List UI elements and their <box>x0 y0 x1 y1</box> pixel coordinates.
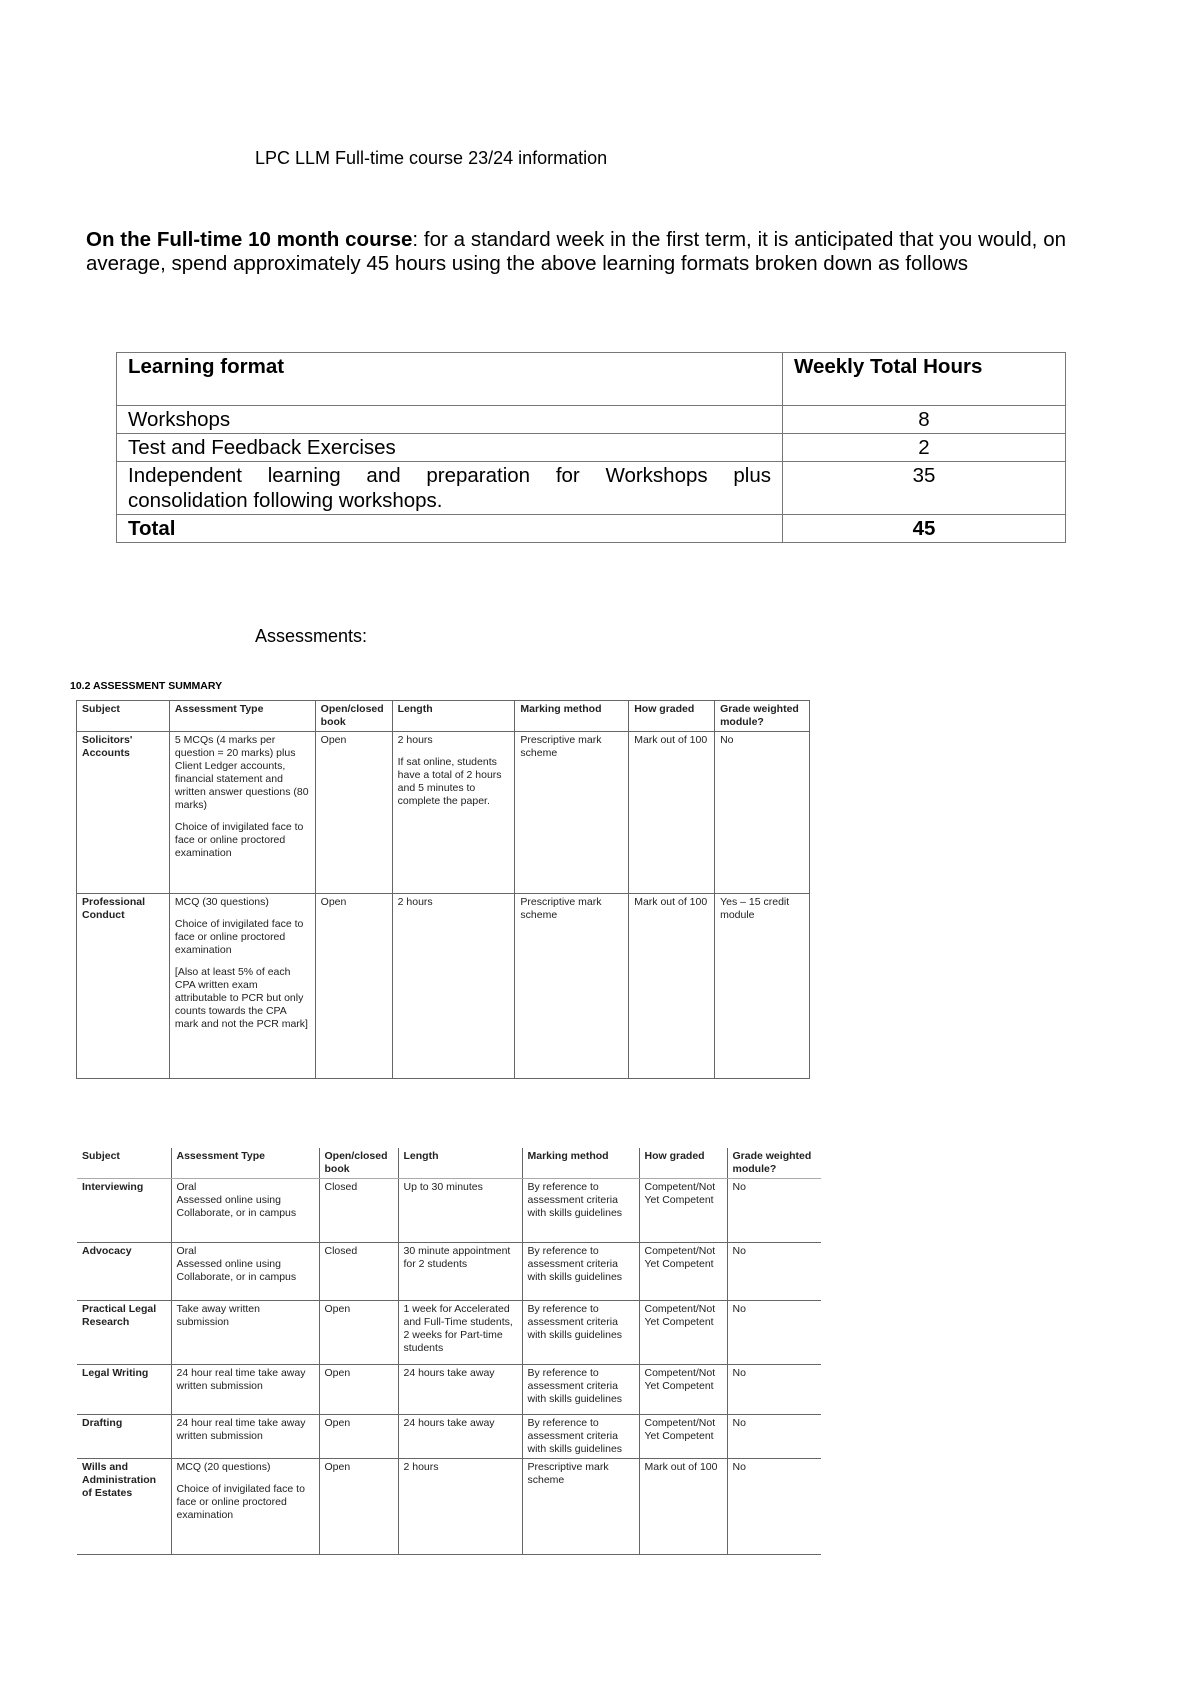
book-cell: Open <box>315 894 392 1079</box>
learning-hours-table <box>116 352 1066 543</box>
header-marking-method: Marking method <box>515 701 629 732</box>
book-cell: Open <box>315 732 392 894</box>
book-cell: Open <box>319 1459 398 1555</box>
assessment-type-line: Choice of invigilated face to face or online proctored examination <box>176 1483 305 1521</box>
graded-cell: Competent/Not Yet Competent <box>639 1301 727 1365</box>
header-open-closed-book: Open/closed book <box>315 701 392 732</box>
hours-header-row <box>117 353 1066 406</box>
book-cell: Open <box>319 1415 398 1459</box>
assessment-type-cell <box>169 894 315 1079</box>
assessment-type-line: Assessed online using Collaborate, or in campus <box>176 1258 297 1283</box>
marking-cell: Prescriptive mark scheme <box>522 1459 639 1555</box>
assessment-type-cell <box>169 732 315 894</box>
format-cell: Workshops <box>117 406 783 434</box>
weighted-cell: No <box>727 1179 821 1243</box>
graded-cell: Competent/Not Yet Competent <box>639 1243 727 1301</box>
assessment-type-cell <box>171 1365 319 1415</box>
table-row <box>77 894 810 1079</box>
format-cell: Test and Feedback Exercises <box>117 434 783 462</box>
assessment-type-line: 5 MCQs (4 marks per question = 20 marks) plus Client Ledger accounts, financial statement and written answer questions (80 marks) <box>174 734 309 811</box>
marking-cell: By reference to assessment criteria with skills guidelines <box>522 1179 639 1243</box>
total-value: 45 <box>783 515 1066 543</box>
subject-cell: Practical Legal Research <box>77 1301 171 1365</box>
table-row <box>77 1301 821 1365</box>
total-label: Total <box>117 515 783 543</box>
subject-cell: Interviewing <box>77 1179 171 1243</box>
assessment-type-cell <box>171 1415 319 1459</box>
length-cell <box>392 732 515 894</box>
weighted-cell: No <box>715 732 810 894</box>
header-how-graded: How graded <box>629 701 715 732</box>
subject-cell: Solicitors' Accounts <box>77 732 170 894</box>
marking-cell: Prescriptive mark scheme <box>515 894 629 1079</box>
header-learning-format: Learning format <box>117 353 783 406</box>
header-assessment-type: Assessment Type <box>171 1148 319 1179</box>
hours-total-row <box>117 515 1066 543</box>
length-line: If sat online, students have a total of 2 hours and 5 minutes to complete the paper. <box>397 756 502 807</box>
document-title: LPC LLM Full-time course 23/24 information <box>255 148 608 168</box>
graded-cell: Competent/Not Yet Competent <box>639 1179 727 1243</box>
assessment-type-line: Assessed online using Collaborate, or in campus <box>176 1194 297 1219</box>
marking-cell: Prescriptive mark scheme <box>515 732 629 894</box>
length-cell <box>392 894 515 1079</box>
subject-cell: Advocacy <box>77 1243 171 1301</box>
assessment-type-cell <box>171 1243 319 1301</box>
assessment-type-line: [Also at least 5% of each CPA written exam attributable to PCR but only counts towards the CPA mark and not the PCR mark] <box>174 966 308 1030</box>
assessment-type-line: 24 hour real time take away written submission <box>176 1417 306 1442</box>
book-cell: Closed <box>319 1179 398 1243</box>
subject-cell: Drafting <box>77 1415 171 1459</box>
hours-row <box>117 406 1066 434</box>
header-length: Length <box>398 1148 522 1179</box>
length-cell: 24 hours take away <box>398 1415 522 1459</box>
hours-row <box>117 462 1066 515</box>
graded-cell: Mark out of 100 <box>629 732 715 894</box>
assessment-header-row <box>77 1148 821 1179</box>
hours-row <box>117 434 1066 462</box>
graded-cell: Competent/Not Yet Competent <box>639 1365 727 1415</box>
header-how-graded: How graded <box>639 1148 727 1179</box>
length-cell: 30 minute appointment for 2 students <box>398 1243 522 1301</box>
length-cell: 24 hours take away <box>398 1365 522 1415</box>
assessment-summary-title: 10.2 ASSESSMENT SUMMARY <box>70 680 223 692</box>
assessment-summary-table <box>76 700 810 1079</box>
intro-bold-lead: On the Full-time 10 month course <box>86 228 413 251</box>
assessment-type-line: Oral <box>176 1245 197 1257</box>
table-row <box>77 1365 821 1415</box>
header-grade-weighted: Grade weighted module? <box>727 1148 821 1179</box>
intro-text: : for a standard week in the first term, it is anticipated that you would, on average, spend approximately 45 hours using the above learning formats broken down as follows <box>86 228 1066 275</box>
assessment-type-line: Choice of invigilated face to face or online proctored examination <box>174 821 304 859</box>
weighted-cell: No <box>727 1415 821 1459</box>
skills-assessment-table <box>77 1148 821 1555</box>
assessment-type-line: MCQ (20 questions) <box>176 1461 271 1473</box>
intro-paragraph <box>86 228 1066 276</box>
marking-cell: By reference to assessment criteria with skills guidelines <box>522 1301 639 1365</box>
table-row <box>77 1179 821 1243</box>
hours-cell: 2 <box>783 434 1066 462</box>
table-row <box>77 1459 821 1555</box>
length-cell: 1 week for Accelerated and Full-Time students, 2 weeks for Part-time students <box>398 1301 522 1365</box>
length-cell: 2 hours <box>398 1459 522 1555</box>
assessment-type-cell <box>171 1301 319 1365</box>
header-weekly-total-hours: Weekly Total Hours <box>783 353 1066 406</box>
assessments-heading: Assessments: <box>255 626 368 646</box>
subject-cell: Wills and Administration of Estates <box>77 1459 171 1555</box>
graded-cell: Competent/Not Yet Competent <box>639 1415 727 1459</box>
assessment-header-row <box>77 701 810 732</box>
weighted-cell: No <box>727 1459 821 1555</box>
book-cell: Open <box>319 1301 398 1365</box>
header-marking-method: Marking method <box>522 1148 639 1179</box>
header-grade-weighted: Grade weighted module? <box>715 701 810 732</box>
header-subject: Subject <box>77 701 170 732</box>
assessment-type-cell <box>171 1459 319 1555</box>
length-cell: Up to 30 minutes <box>398 1179 522 1243</box>
hours-cell: 35 <box>783 462 1066 515</box>
table-row <box>77 1415 821 1459</box>
header-length: Length <box>392 701 515 732</box>
table-row <box>77 1243 821 1301</box>
header-open-closed-book: Open/closed book <box>319 1148 398 1179</box>
header-assessment-type: Assessment Type <box>169 701 315 732</box>
format-cell: Independent learning and preparation for Workshops plus consolidation following workshops. <box>117 462 783 515</box>
weighted-cell: No <box>727 1365 821 1415</box>
graded-cell: Mark out of 100 <box>629 894 715 1079</box>
subject-cell: Professional Conduct <box>77 894 170 1079</box>
assessment-type-line: MCQ (30 questions) <box>174 896 269 908</box>
assessment-type-line: Take away written submission <box>176 1303 260 1328</box>
marking-cell: By reference to assessment criteria with skills guidelines <box>522 1243 639 1301</box>
assessment-type-line: Oral <box>176 1181 197 1193</box>
length-line: 2 hours <box>397 896 433 908</box>
assessment-type-cell <box>171 1179 319 1243</box>
assessment-type-line: 24 hour real time take away written submission <box>176 1367 306 1392</box>
graded-cell: Mark out of 100 <box>639 1459 727 1555</box>
weighted-cell: Yes – 15 credit module <box>715 894 810 1079</box>
weighted-cell: No <box>727 1301 821 1365</box>
subject-cell: Legal Writing <box>77 1365 171 1415</box>
book-cell: Closed <box>319 1243 398 1301</box>
hours-cell: 8 <box>783 406 1066 434</box>
length-line: 2 hours <box>397 734 433 746</box>
marking-cell: By reference to assessment criteria with skills guidelines <box>522 1365 639 1415</box>
marking-cell: By reference to assessment criteria with skills guidelines <box>522 1415 639 1459</box>
header-subject: Subject <box>77 1148 171 1179</box>
table-row <box>77 732 810 894</box>
assessment-type-line: Choice of invigilated face to face or online proctored examination <box>174 918 304 956</box>
book-cell: Open <box>319 1365 398 1415</box>
weighted-cell: No <box>727 1243 821 1301</box>
